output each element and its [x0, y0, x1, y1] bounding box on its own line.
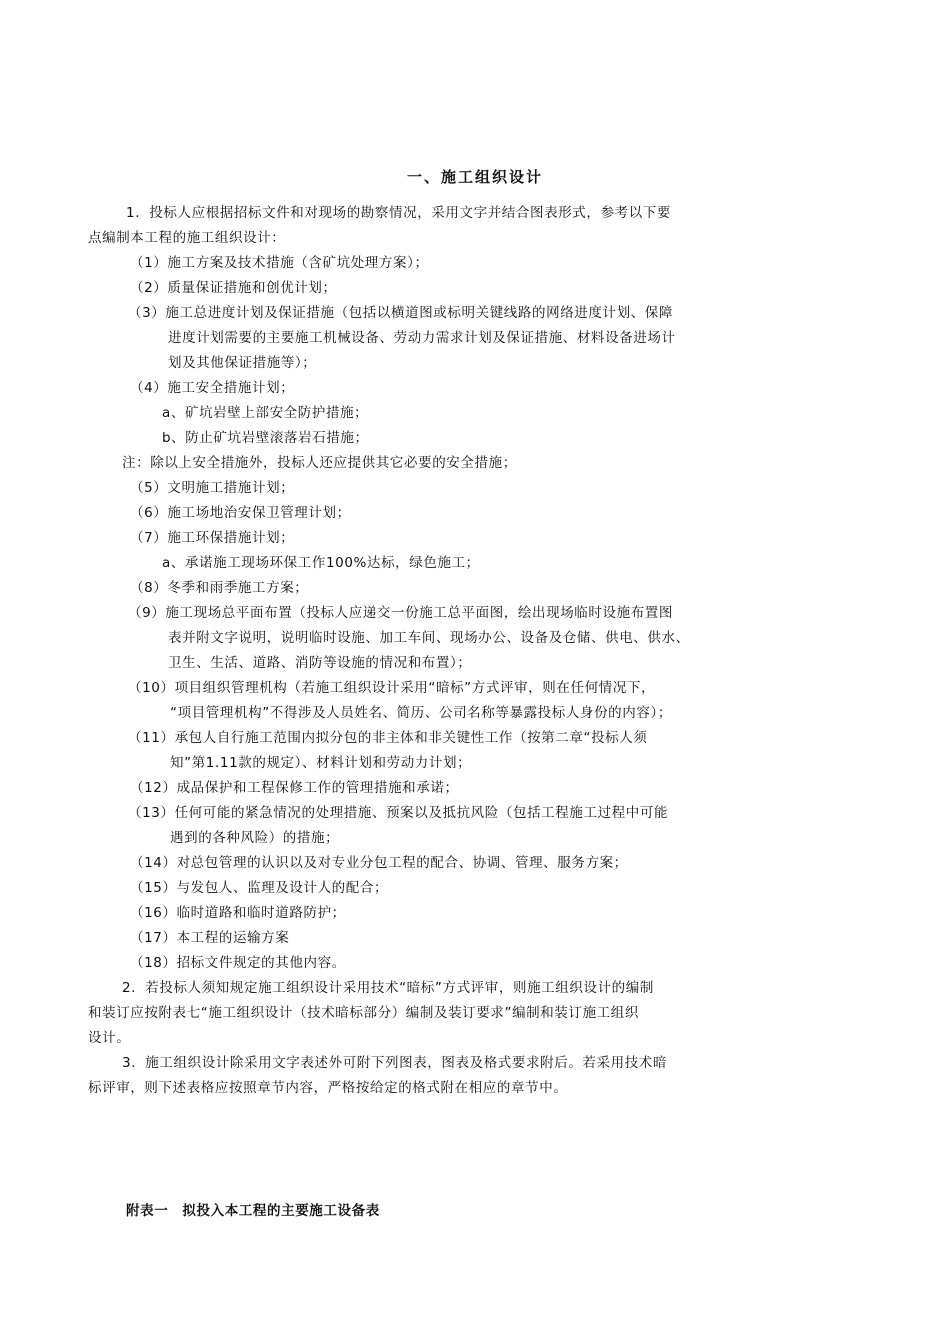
list-item: （3）施工总进度计划及保证措施（包括以横道图或标明关键线路的网络进度计划、保障: [128, 305, 673, 321]
list-item-continuation: 知”第1.11款的规定）、材料计划和劳动力计划；: [170, 755, 472, 771]
list-item: （9）施工现场总平面布置（投标人应递交一份施工总平面图，绘出现场临时设施布置图: [128, 605, 673, 621]
list-item: （18）招标文件规定的其他内容。: [130, 955, 346, 971]
list-item-continuation: 进度计划需要的主要施工机械设备、劳动力需求计划及保证措施、材料设备进场计: [168, 330, 676, 346]
list-item: （13）任何可能的紧急情况的处理措施、预案以及抵抗风险（包括工程施工过程中可能: [128, 805, 669, 821]
paragraph-line: 点编制本工程的施工组织设计：: [88, 230, 286, 246]
list-item-continuation: “项目管理机构”不得涉及人员姓名、简历、公司名称等暴露投标人身份的内容）；: [170, 705, 672, 721]
list-item: （12）成品保护和工程保修工作的管理措施和承诺；: [130, 780, 459, 796]
paragraph-line: 1．投标人应根据招标文件和对现场的勘察情况，采用文字并结合图表形式，参考以下要: [126, 205, 671, 221]
list-item: （15）与发包人、监理及设计人的配合；: [130, 880, 389, 896]
sub-list-item: b、防止矿坑岩壁滚落岩石措施；: [162, 430, 369, 446]
list-item: （5）文明施工措施计划；: [130, 480, 295, 496]
appendix-heading: 附表一 拟投入本工程的主要施工设备表: [126, 1203, 380, 1219]
list-item: （14）对总包管理的认识以及对专业分包工程的配合、协调、管理、服务方案；: [130, 855, 628, 871]
list-item: （4）施工安全措施计划；: [130, 380, 295, 396]
sub-list-item: a、矿坑岩壁上部安全防护措施；: [162, 405, 369, 421]
list-item-continuation: 遇到的各种风险）的措施；: [170, 830, 340, 846]
paragraph-line: 2．若投标人须知规定施工组织设计采用技术“暗标”方式评审，则施工组织设计的编制: [122, 980, 654, 996]
paragraph-line: 和装订应按附表七“施工组织设计（技术暗标部分）编制及装订要求”编制和装订施工组织: [88, 1005, 639, 1021]
list-item: （11）承包人自行施工范围内拟分包的非主体和非关键性工作（按第二章“投标人须: [128, 730, 648, 746]
list-item: （10）项目组织管理机构（若施工组织设计采用“暗标”方式评审，则在任何情况下，: [128, 680, 656, 696]
list-item: （1）施工方案及技术措施（含矿坑处理方案）；: [130, 255, 429, 271]
sub-list-item: a、承诺施工现场环保工作100%达标，绿色施工；: [162, 555, 480, 571]
section-title: 一、施工组织设计: [406, 168, 543, 186]
list-item: （7）施工环保措施计划；: [130, 530, 295, 546]
list-item-continuation: 卫生、生活、道路、消防等设施的情况和布置）；: [168, 655, 472, 671]
list-item: （2）质量保证措施和创优计划；: [130, 280, 337, 296]
paragraph-line: 设计。: [88, 1030, 131, 1046]
list-item-continuation: 表并附文字说明，说明临时设施、加工车间、现场办公、设备及仓储、供电、供水、: [168, 630, 690, 646]
list-item-continuation: 划及其他保证措施等）；: [168, 355, 317, 371]
list-item: （17）本工程的运输方案: [130, 930, 290, 946]
note-line: 注：除以上安全措施外，投标人还应提供其它必要的安全措施；: [122, 455, 517, 471]
list-item: （6）施工场地治安保卫管理计划；: [130, 505, 351, 521]
paragraph-line: 标评审，则下述表格应按照章节内容，严格按给定的格式附在相应的章节中。: [88, 1080, 568, 1096]
list-item: （8）冬季和雨季施工方案；: [130, 580, 309, 596]
paragraph-line: 3．施工组织设计除采用文字表述外可附下列图表，图表及格式要求附后。若采用技术暗: [122, 1055, 667, 1071]
list-item: （16）临时道路和临时道路防护；: [130, 905, 346, 921]
